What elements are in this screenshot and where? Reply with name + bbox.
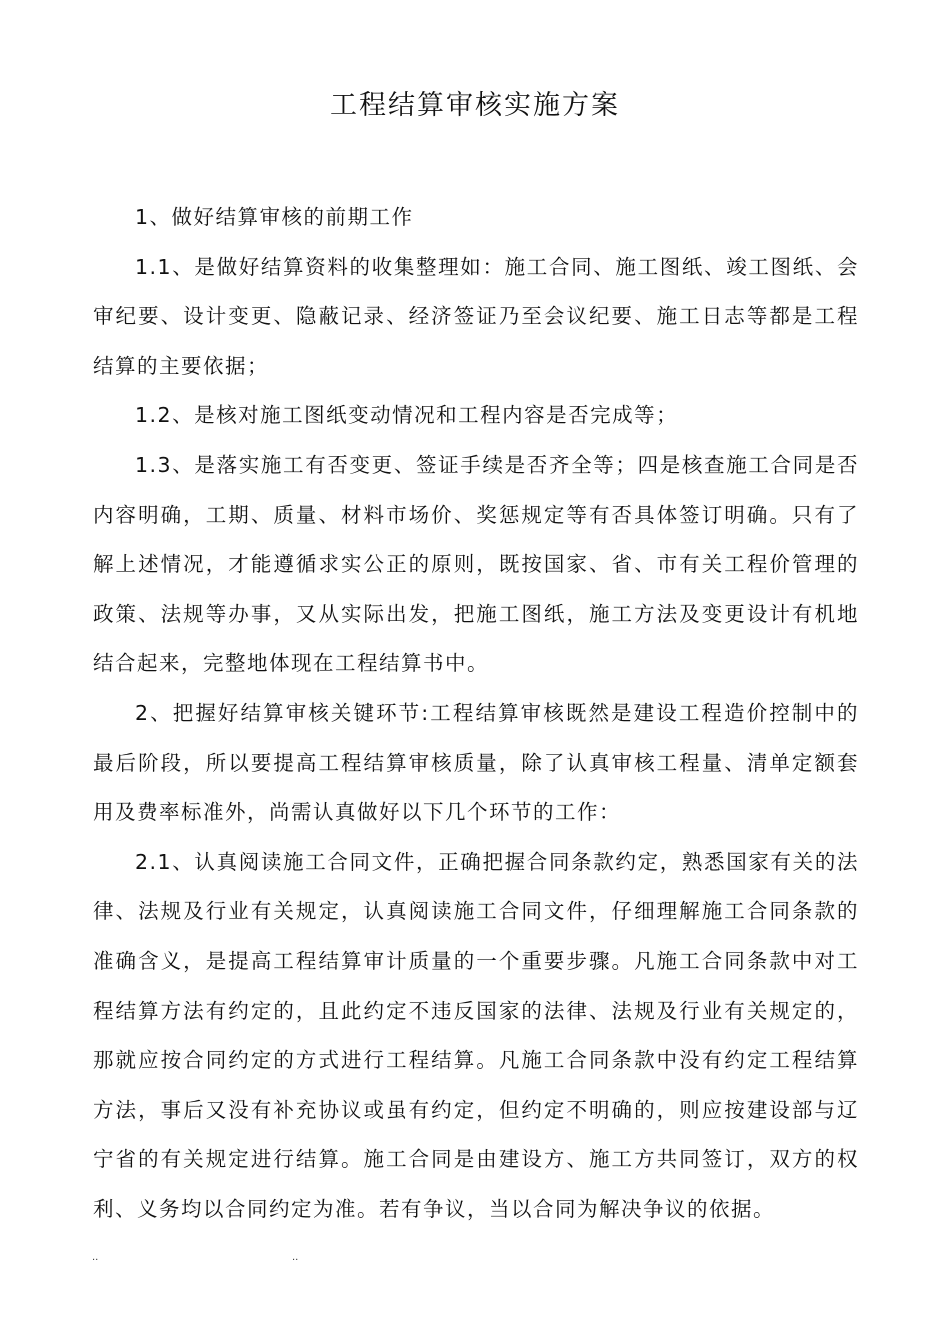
paragraph-1-1: 1.1、是做好结算资料的收集整理如：施工合同、施工图纸、竣工图纸、会审纪要、设计变更、隐蔽记录、经济签证乃至会议纪要、施工日志等都是工程结算的主要依据； [93, 254, 859, 378]
paragraph-1-2: 1.2、是核对施工图纸变动情况和工程内容是否完成等； [135, 403, 679, 428]
footer-mark-right: .. [292, 1252, 299, 1263]
document-title: 工程结算审核实施方案 [330, 90, 620, 121]
paragraph-2-1: 2.1、认真阅读施工合同文件，正确把握合同条款约定，熟悉国家有关的法律、法规及行业有关规定，认真阅读施工合同文件，仔细理解施工合同条款的准确含义，是提高工程结算审计质量的一个重要步骤。凡施工合同条款中对工程结算方法有约定的，且此约定不违反国家的法律、法规及行业有关规定的，那就应按合同约定的方式进行工程结算。凡施工合同条款中没有约定工程结算方法，事后又没有补充协议或虽有约定，但约定不明确的，则应按建设部与辽宁省的有关规定进行结算。施工合同是由建设方、施工方共同签订，双方的权利、义务均以合同约定为准。若有争议，当以合同为解决争议的依据。 [93, 849, 859, 1221]
paragraph-2: 2、把握好结算审核关键环节:工程结算审核既然是建设工程造价控制中的最后阶段，所以要提高工程结算审核质量，除了认真审核工程量、清单定额套用及费率标准外，尚需认真做好以下几个环节的工作： [93, 700, 859, 825]
paragraph-1-3: 1.3、是落实施工有否变更、签证手续是否齐全等；四是核查施工合同是否内容明确，工期、质量、材料市场价、奖惩规定等有否具体签订明确。只有了解上述情况，才能遵循求实公正的原则，既按国家、省、市有关工程价管理的政策、法规等办事，又从实际出发，把施工图纸，施工方法及变更设计有机地结合起来，完整地体现在工程结算书中。 [93, 452, 859, 676]
paragraph-1: 1、做好结算审核的前期工作 [135, 205, 414, 229]
footer-mark-left: .. [92, 1252, 99, 1263]
document-body [93, 193, 859, 1234]
